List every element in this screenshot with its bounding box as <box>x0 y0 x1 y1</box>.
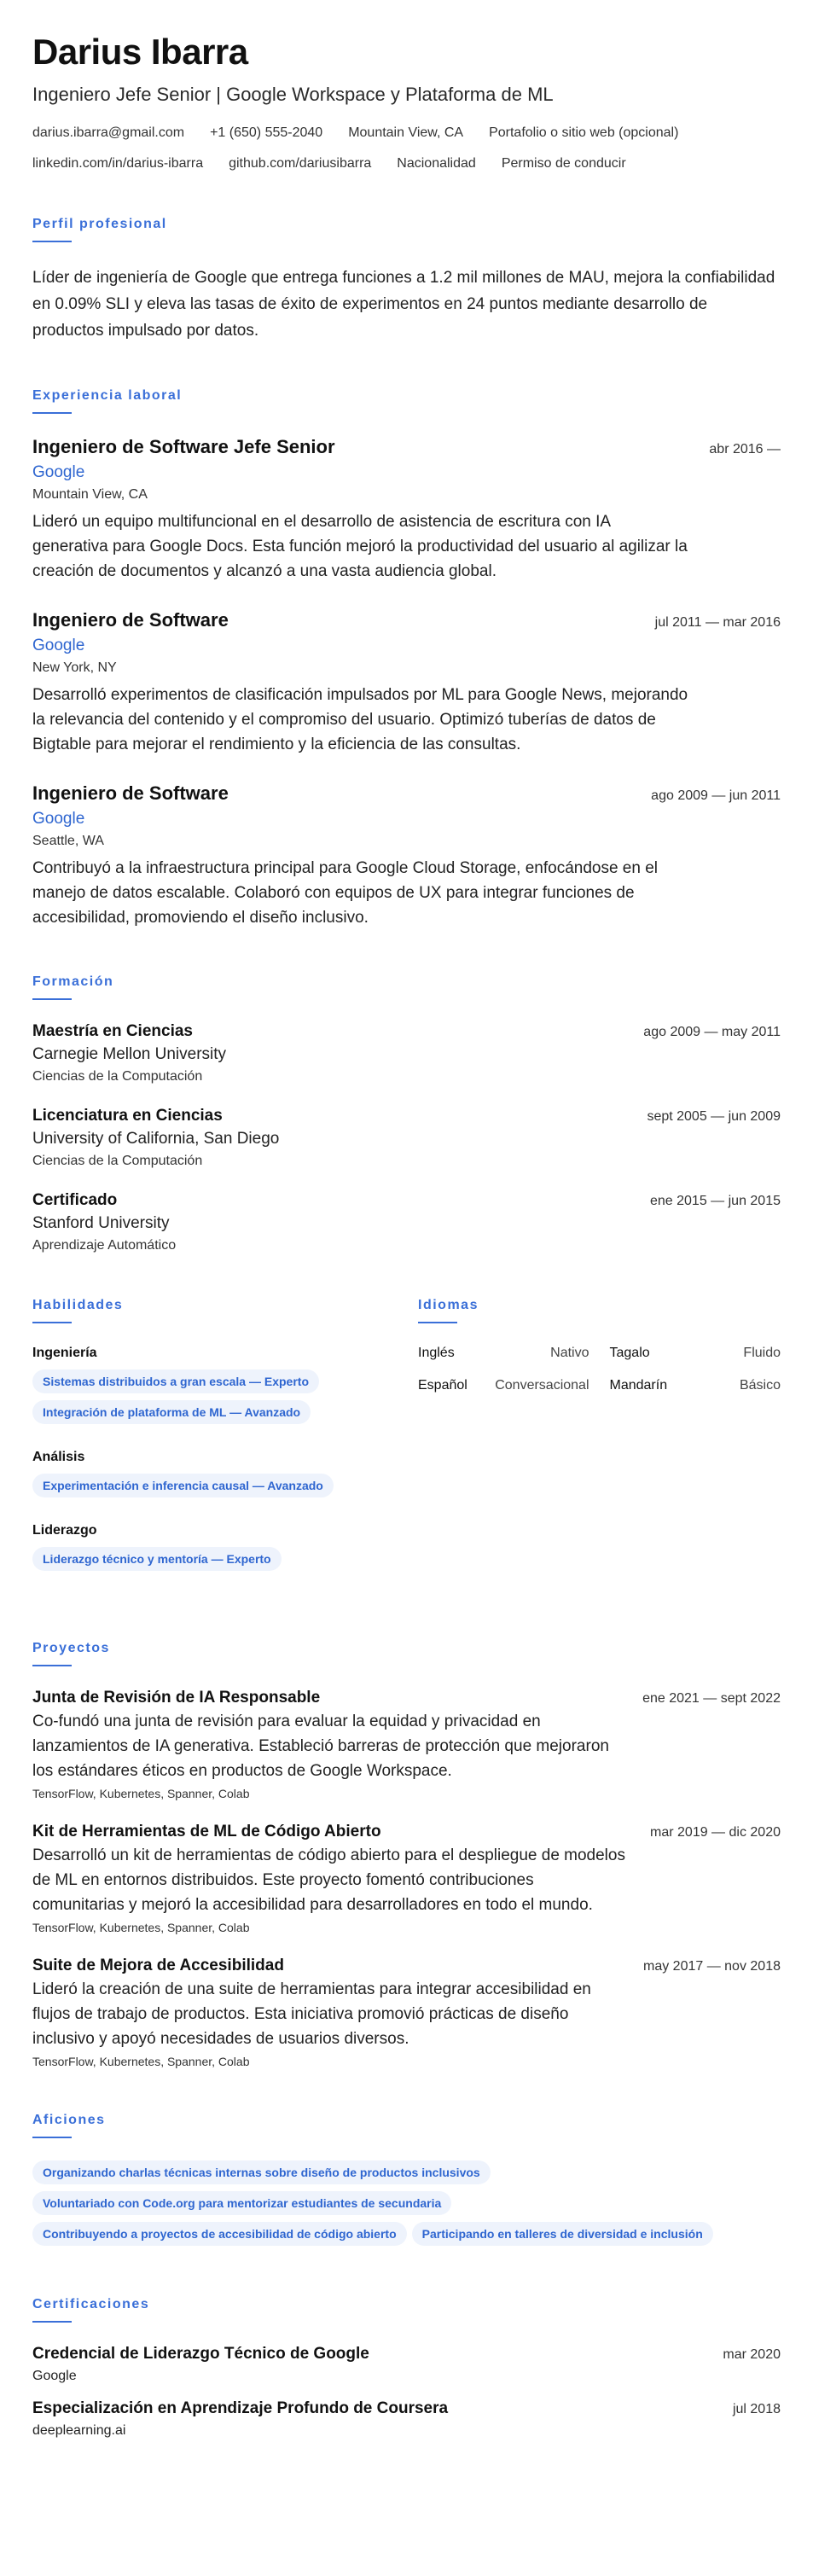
section-divider <box>418 1322 457 1323</box>
language-name: Inglés <box>418 1346 455 1360</box>
edu-dates: sept 2005 — jun 2009 <box>647 1109 781 1124</box>
job-dates: ago 2009 — jun 2011 <box>651 788 781 803</box>
job-title: Ingeniero de Software <box>32 782 229 804</box>
skill-category: Ingeniería <box>32 1346 97 1360</box>
job-company: Google <box>32 463 85 481</box>
certification-entry <box>32 2345 781 2384</box>
language-level: Conversacional <box>495 1378 589 1393</box>
experience-section <box>32 388 781 930</box>
job-dates: abr 2016 — <box>709 442 781 456</box>
section-divider <box>32 2321 72 2323</box>
project-tech: TensorFlow, Kubernetes, Spanner, Colab <box>32 2055 250 2068</box>
edu-school: University of California, San Diego <box>32 1130 280 1148</box>
project-tech: TensorFlow, Kubernetes, Spanner, Colab <box>32 1787 250 1800</box>
language-level: Nativo <box>550 1346 589 1360</box>
contact-location: Mountain View, CA <box>348 125 464 140</box>
job-entry <box>32 782 781 930</box>
hobby-chip: Contribuyendo a proyectos de accesibilidad de código abierto <box>32 2222 407 2246</box>
section-divider <box>32 412 72 414</box>
education-entry <box>32 1107 781 1169</box>
job-location: Mountain View, CA <box>32 487 148 502</box>
candidate-headline: Ingeniero Jefe Senior | Google Workspace y Plataforma de ML <box>32 84 554 105</box>
skill-category: Análisis <box>32 1450 85 1464</box>
contact-nationality: Nacionalidad <box>397 156 476 171</box>
edu-degree: Licenciatura en Ciencias <box>32 1107 223 1125</box>
certifications-section <box>32 2297 781 2439</box>
project-description: Co-fundó una junta de revisión para evaluar la equidad y privacidad en lanzamientos de IA generativa. Estableció barreras de protección que mejoraron los estándares éticos en productos de Google Workspace. <box>32 1712 609 1780</box>
section-title-experience: Experiencia laboral <box>32 388 183 403</box>
skill-chip: Experimentación e inferencia causal — Avanzado <box>32 1474 334 1497</box>
job-title: Ingeniero de Software <box>32 609 229 631</box>
section-title-summary: Perfil profesional <box>32 217 167 231</box>
hobby-list <box>32 2160 781 2253</box>
section-title-languages: Idiomas <box>418 1298 479 1312</box>
project-entry <box>32 1957 781 2068</box>
section-title-projects: Proyectos <box>32 1641 110 1655</box>
project-entry <box>32 1823 781 1934</box>
certification-date: mar 2020 <box>723 2347 781 2362</box>
job-company: Google <box>32 637 85 654</box>
education-entry <box>32 1022 781 1084</box>
job-description: Desarrolló experimentos de clasificación impulsados por ML para Google News, mejorando la relevancia del contenido y el compromiso del usuario. Optimizó tuberías de datos de Bigtable para mejorar el rendimiento y la eficiencia de las consultas. <box>32 686 688 753</box>
education-entry <box>32 1191 781 1253</box>
language-level: Fluido <box>743 1346 781 1360</box>
skill-chip: Liderazgo técnico y mentoría — Experto <box>32 1547 282 1571</box>
languages-section <box>418 1298 781 1596</box>
skill-chip: Sistemas distribuidos a gran escala — Experto <box>32 1369 319 1393</box>
contact-list <box>32 125 781 172</box>
project-dates: ene 2021 — sept 2022 <box>642 1691 781 1706</box>
edu-dates: ene 2015 — jun 2015 <box>649 1194 781 1208</box>
project-title: Junta de Revisión de IA Responsable <box>32 1689 321 1707</box>
project-description: Desarrolló un kit de herramientas de código abierto para el despliegue de modelos de ML en entornos distribuidos. Este proyecto fomentó contribuciones comunitarias y mejoró la accesibilidad para desarrolladores en todo el mundo. <box>32 1846 625 1914</box>
candidate-name: Darius Ibarra <box>32 32 248 72</box>
edu-degree: Certificado <box>32 1191 118 1209</box>
language-item <box>610 1346 781 1361</box>
contact-portfolio[interactable]: Portafolio o sitio web (opcional) <box>489 125 679 140</box>
job-description: Lideró un equipo multifuncional en el desarrollo de asistencia de escritura con IA generativa para Google Docs. Esta función mejoró la productividad del usuario al agilizar la creación de documentos y alcanzó a una vasta audiencia global. <box>32 513 688 580</box>
language-list <box>418 1346 781 1393</box>
job-entry <box>32 436 781 584</box>
edu-field: Ciencias de la Computación <box>32 1069 203 1084</box>
job-location: New York, NY <box>32 660 117 675</box>
certification-entry <box>32 2399 781 2439</box>
projects-section <box>32 1641 781 2068</box>
language-name: Tagalo <box>609 1346 650 1360</box>
project-title: Suite de Mejora de Accesibilidad <box>32 1957 284 1974</box>
contact-driving-license: Permiso de conducir <box>501 156 626 171</box>
certification-issuer: Google <box>32 2369 77 2383</box>
project-title: Kit de Herramientas de ML de Código Abierto <box>32 1823 381 1840</box>
language-name: Mandarín <box>609 1378 668 1393</box>
contact-github[interactable]: github.com/dariusibarra <box>229 156 372 171</box>
project-dates: may 2017 — nov 2018 <box>643 1959 781 1974</box>
section-divider <box>32 1665 72 1666</box>
section-divider <box>32 241 72 242</box>
project-dates: mar 2019 — dic 2020 <box>650 1825 781 1840</box>
contact-phone[interactable]: +1 (650) 555-2040 <box>210 125 323 140</box>
project-description: Lideró la creación de una suite de herramientas para integrar accesibilidad en flujos de trabajo de productos. Esta iniciativa promovió prácticas de diseño inclusivo y apoyó necesidades de usuarios diversos. <box>32 1980 591 2048</box>
project-tech: TensorFlow, Kubernetes, Spanner, Colab <box>32 1921 250 1934</box>
section-title-education: Formación <box>32 974 114 989</box>
language-item <box>418 1346 589 1361</box>
hobby-chip: Participando en talleres de diversidad e inclusión <box>412 2222 713 2246</box>
contact-email[interactable]: darius.ibarra@gmail.com <box>32 125 185 140</box>
hobbies-section <box>32 2113 781 2253</box>
job-description: Contribuyó a la infraestructura principal para Google Cloud Storage, enfocándose en el manejo de datos escalable. Colaboró con equipos de UX para integrar funciones de accesibilidad, promoviendo el diseño inclusivo. <box>32 859 659 927</box>
language-level: Básico <box>739 1378 781 1393</box>
section-title-skills: Habilidades <box>32 1298 124 1312</box>
summary-section <box>32 217 781 344</box>
edu-school: Carnegie Mellon University <box>32 1045 227 1063</box>
hobby-chip: Organizando charlas técnicas internas sobre diseño de productos inclusivos <box>32 2160 491 2184</box>
skill-category: Liderazgo <box>32 1523 97 1538</box>
certification-name: Especialización en Aprendizaje Profundo de Coursera <box>32 2399 449 2417</box>
edu-field: Ciencias de la Computación <box>32 1154 203 1168</box>
skill-group <box>32 1523 399 1578</box>
job-company: Google <box>32 810 85 828</box>
skills-section <box>32 1298 399 1596</box>
skill-chip: Integración de plataforma de ML — Avanzado <box>32 1400 311 1424</box>
education-section <box>32 974 781 1253</box>
job-dates: jul 2011 — mar 2016 <box>654 615 781 630</box>
section-divider <box>32 1322 72 1323</box>
edu-school: Stanford University <box>32 1214 170 1232</box>
skill-group <box>32 1346 399 1431</box>
section-title-hobbies: Aficiones <box>32 2113 106 2127</box>
certification-name: Credencial de Liderazgo Técnico de Google <box>32 2345 369 2363</box>
hobby-chip: Voluntariado con Code.org para mentorizar estudiantes de secundaria <box>32 2191 451 2215</box>
certification-date: jul 2018 <box>732 2402 781 2416</box>
edu-field: Aprendizaje Automático <box>32 1238 177 1253</box>
resume-header <box>32 31 781 172</box>
language-name: Español <box>418 1378 467 1393</box>
contact-linkedin[interactable]: linkedin.com/in/darius-ibarra <box>32 156 204 171</box>
job-entry <box>32 609 781 757</box>
section-divider <box>32 2137 72 2138</box>
certification-issuer: deeplearning.ai <box>32 2423 126 2438</box>
language-item <box>610 1378 781 1393</box>
section-title-certifications: Certificaciones <box>32 2297 150 2311</box>
edu-degree: Maestría en Ciencias <box>32 1022 193 1040</box>
language-item <box>418 1378 589 1393</box>
skill-group <box>32 1450 399 1504</box>
skills-languages-row <box>32 1298 781 1596</box>
project-entry <box>32 1689 781 1800</box>
section-divider <box>32 998 72 1000</box>
edu-dates: ago 2009 — may 2011 <box>643 1025 781 1039</box>
summary-text: Líder de ingeniería de Google que entrega funciones a 1.2 mil millones de MAU, mejora la confiabilidad en 0.09% SLI y eleva las tasas de éxito de experimentos en 24 puntos mediante desarrollo de productos impulsado por datos. <box>32 269 775 340</box>
job-title: Ingeniero de Software Jefe Senior <box>32 436 335 457</box>
job-location: Seattle, WA <box>32 834 104 848</box>
